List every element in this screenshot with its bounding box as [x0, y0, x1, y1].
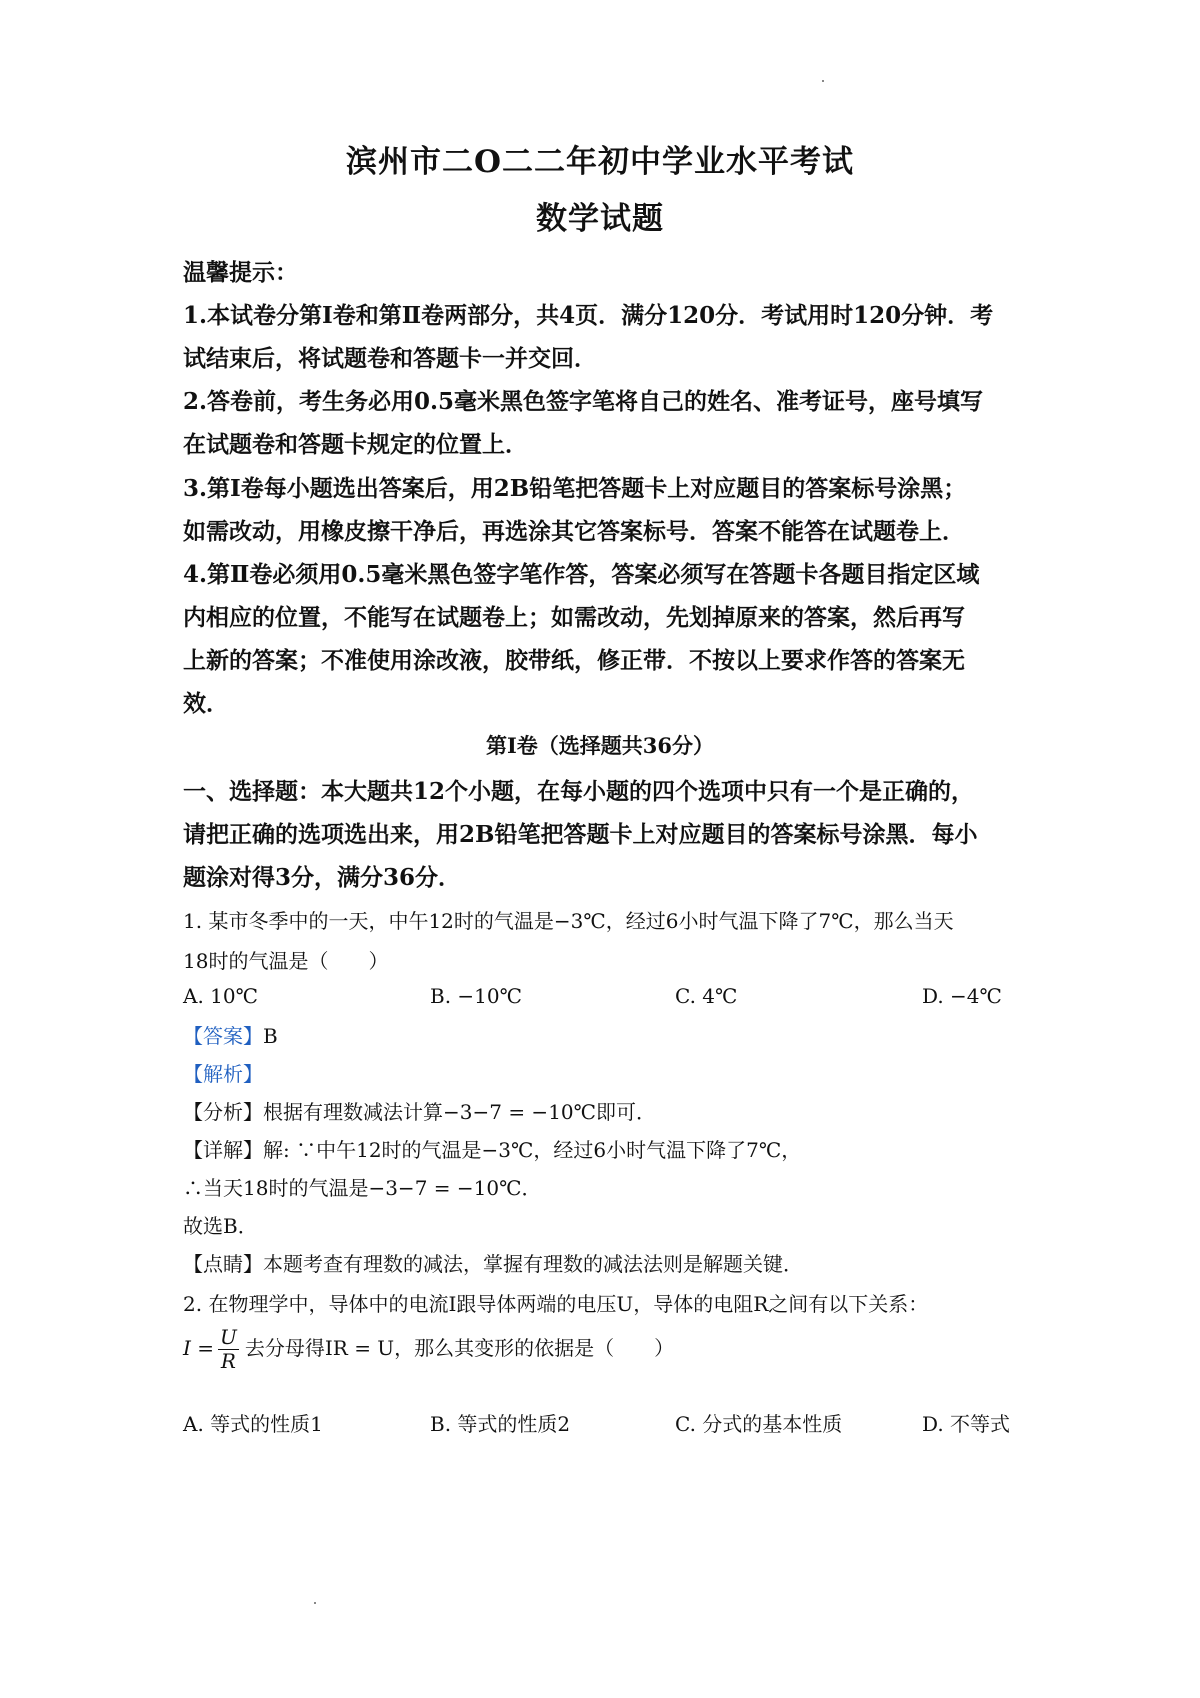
section-instruction: 一、选择题：本大题共12个小题，在每小题的四个选项中只有一个是正确的， [183, 778, 975, 805]
tips-line: 上新的答案；不准使用涂改液，胶带纸，修正带．不按以上要求作答的答案无 [183, 647, 965, 674]
question-1-stem-cont: 18时的气温是（ ） [183, 949, 389, 973]
q1-fenxi: 【分析】根据有理数减法计算−3−7 = −10℃即可． [183, 1100, 657, 1124]
tips-line: 3.第Ⅰ卷每小题选出答案后，用2B铅笔把答题卡上对应题目的答案标号涂黑； [183, 475, 967, 502]
answer-value: B [263, 1024, 278, 1048]
formula-lhs: I = [183, 1336, 215, 1360]
question-2-stem-cont: 去分母得IR = U，那么其变形的依据是（ ） [244, 1336, 675, 1360]
q1-therefore: ∴当天18时的气温是−3−7 = −10℃． [183, 1176, 542, 1200]
tips-line: 试结束后，将试题卷和答题卡一并交回． [183, 345, 597, 372]
section-heading: 第Ⅰ卷（选择题共36分） [485, 733, 715, 758]
tips-line: 效． [183, 690, 229, 717]
q2-option-b: B. 等式的性质2 [430, 1412, 571, 1436]
tips-line: 在试题卷和答题卡规定的位置上． [183, 431, 528, 458]
q1-dianjing: 【点睛】本题考查有理数的减法，掌握有理数的减法法则是解题关键． [183, 1252, 803, 1276]
fraction [218, 1326, 239, 1373]
tips-line: 如需改动，用橡皮擦干净后，再选涂其它答案标号．答案不能答在试题卷上． [183, 518, 965, 545]
exam-subtitle: 数学试题 [536, 201, 664, 237]
q2-option-d: D. 不等式 [922, 1412, 1011, 1436]
exam-title: 滨州市二O二二年初中学业水平考试 [345, 144, 854, 180]
fraction-denominator: R [220, 1349, 236, 1373]
section-instruction: 请把正确的选项选出来，用2B铅笔把答题卡上对应题目的答案标号涂黑．每小 [183, 821, 978, 848]
tips-line: 2.答卷前，考生务必用0.5毫米黑色签字笔将自己的姓名、准考证号，座号填写 [183, 388, 984, 415]
scan-dot [822, 80, 824, 82]
answer-tag: 【答案】 [183, 1024, 263, 1048]
fraction-numerator: U [220, 1325, 237, 1349]
question-2-formula-line [183, 1326, 674, 1373]
scan-dot [314, 1602, 316, 1604]
question-2-stem: 2. 在物理学中，导体中的电流Ⅰ跟导体两端的电压U，导体的电阻R之间有以下关系： [183, 1292, 929, 1316]
q1-option-c: C. 4℃ [675, 984, 738, 1008]
analysis-tag: 【解析】 [183, 1062, 263, 1086]
tips-line: 4.第Ⅱ卷必须用0.5毫米黑色签字笔作答，答案必须写在答题卡各题目指定区域 [183, 561, 980, 588]
q1-answer [183, 1020, 278, 1049]
question-1-stem: 1. 某市冬季中的一天，中午12时的气温是−3℃，经过6小时气温下降了7℃，那么当天 [183, 909, 954, 933]
q2-option-c: C. 分式的基本性质 [675, 1412, 843, 1436]
q1-option-d: D. −4℃ [922, 984, 1002, 1008]
section-instruction: 题涂对得3分，满分36分． [183, 864, 462, 891]
q1-option-b: B. −10℃ [430, 984, 522, 1008]
tips-heading: 温馨提示： [183, 259, 298, 286]
q1-xiangjie: 【详解】解: ∵中午12时的气温是−3℃，经过6小时气温下降了7℃， [183, 1138, 802, 1162]
q1-option-a: A. 10℃ [183, 984, 258, 1008]
q2-option-a: A. 等式的性质1 [183, 1412, 323, 1436]
tips-line: 1.本试卷分第Ⅰ卷和第Ⅱ卷两部分，共4页．满分120分．考试用时120分钟．考 [183, 302, 994, 329]
q1-conclusion: 故选B． [183, 1214, 258, 1238]
tips-line: 内相应的位置，不能写在试题卷上；如需改动，先划掉原来的答案，然后再写 [183, 604, 965, 631]
